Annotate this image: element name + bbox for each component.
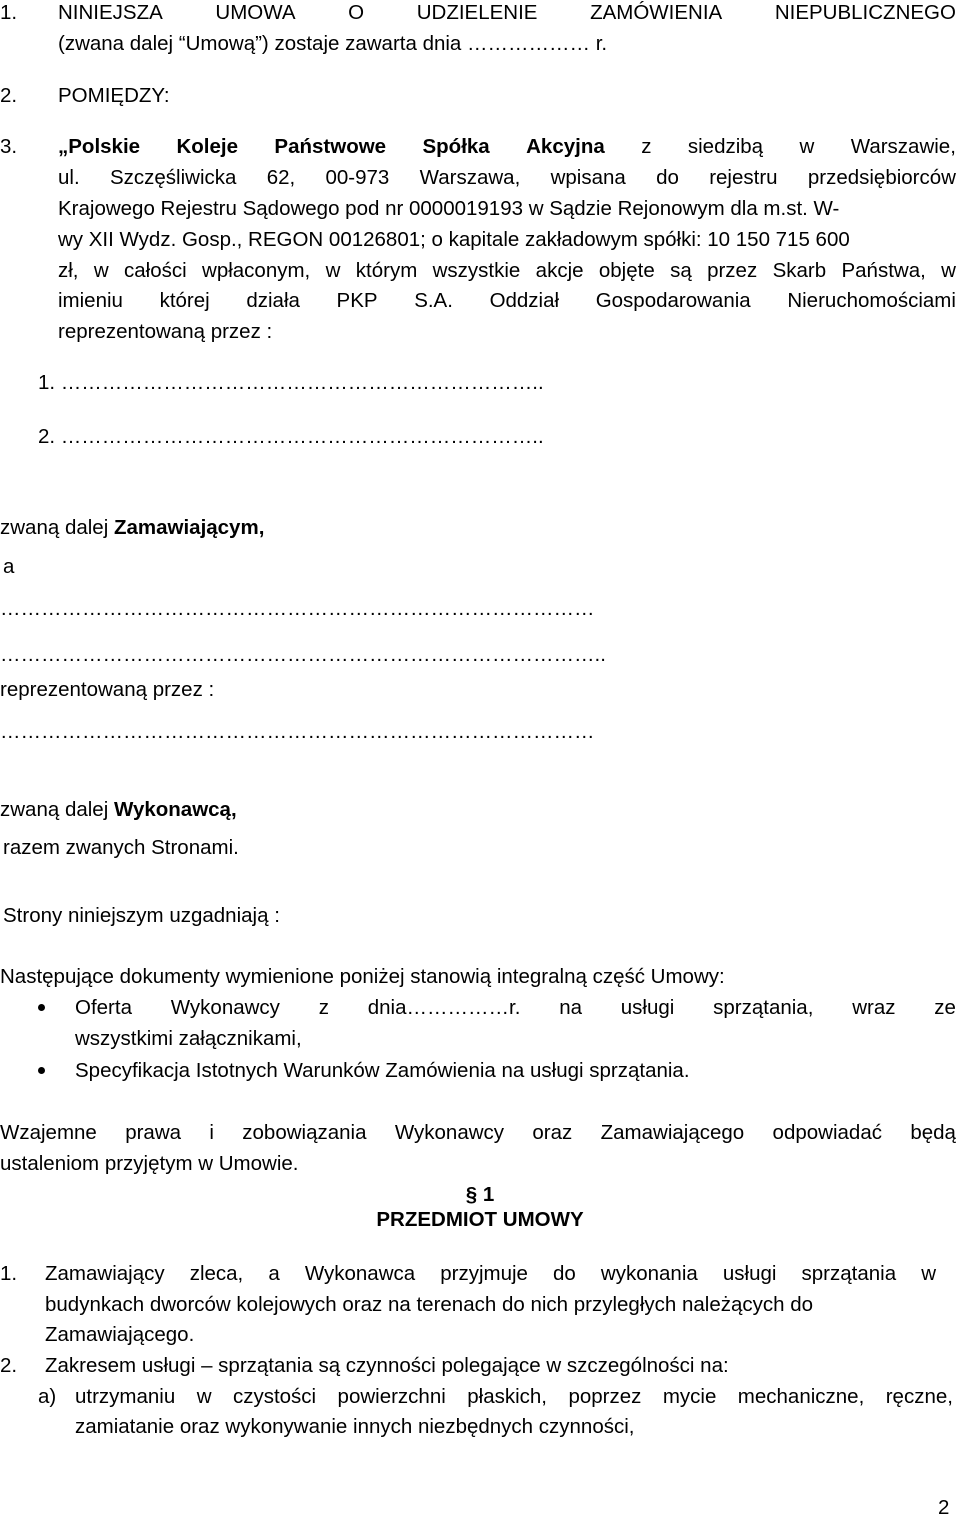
- word: w: [93, 259, 109, 282]
- item-3-line-1: [58, 132, 956, 162]
- word: całości: [124, 259, 187, 282]
- word: działa: [246, 289, 300, 312]
- word: O: [348, 1, 365, 24]
- word: S.A.: [414, 289, 453, 312]
- contractor-representative-label: reprezentowaną przez :: [0, 678, 215, 701]
- word: ze: [934, 996, 956, 1019]
- parties-agree-line: Strony niniejszym uzgadniają :: [3, 904, 280, 927]
- contractor-dots-line-3: ……………………………………………………………………………: [0, 720, 595, 743]
- word: Zamawiającego: [600, 1121, 745, 1144]
- word: imieniu: [58, 289, 123, 312]
- word: wpisana: [550, 166, 626, 189]
- wykonawca-prefix: zwaną dalej: [0, 798, 114, 821]
- word: Nieruchomościami: [787, 289, 956, 312]
- word: mycie: [662, 1385, 717, 1408]
- word: prawa: [125, 1121, 182, 1144]
- word: UMOWA: [215, 1, 296, 24]
- word: wszystkie: [432, 259, 521, 282]
- word: PKP: [336, 289, 378, 312]
- item-2-number: 2.: [0, 84, 18, 107]
- item-3-line-3: Krajowego Rejestru Sądowego pod nr 0000019193 w Sądzie Rejonowym dla m.st. W-: [58, 197, 840, 220]
- documents-intro: Następujące dokumenty wymienione poniżej stanowią integralną część Umowy:: [0, 965, 725, 988]
- word: Wykonawcy: [394, 1121, 505, 1144]
- word: zł,: [58, 259, 79, 282]
- paragraph-2-text: Zakresem usługi – sprzątania są czynności polegające w szczególności na:: [45, 1354, 729, 1377]
- contractor-dots-line-2: ……………………………………………………………………………..: [0, 643, 606, 666]
- word: w: [921, 1262, 936, 1285]
- word: objęte: [598, 259, 655, 282]
- word: ręczne,: [885, 1385, 953, 1408]
- mutual-rights-line-2: ustaleniom przyjętym w Umowie.: [0, 1152, 299, 1175]
- word: powierzchni: [337, 1385, 446, 1408]
- item-3-number: 3.: [0, 135, 18, 158]
- word: Zamawiający: [45, 1262, 165, 1285]
- word: wpłaconym,: [202, 259, 311, 282]
- point-a-line-1: [75, 1382, 953, 1412]
- word: płaskich,: [467, 1385, 547, 1408]
- word: zleca,: [189, 1262, 244, 1285]
- word: której: [159, 289, 210, 312]
- item-1-line-2: (zwana dalej “Umową”) zostaje zawarta dnia ……………… r.: [58, 32, 608, 55]
- company-name-word: „Polskie: [58, 135, 141, 158]
- company-seat-word: z: [641, 135, 652, 158]
- bullet-2-text: Specyfikacja Istotnych Warunków Zamówienia na usługi sprzątania.: [75, 1059, 690, 1082]
- contractor-dots-line-1: ……………………………………………………………………………: [0, 597, 595, 620]
- section-number: § 1: [465, 1183, 495, 1206]
- word: usługi: [722, 1262, 777, 1285]
- company-seat-word: Warszawie,: [850, 135, 956, 158]
- word: w: [196, 1385, 212, 1408]
- bullet-dot: [38, 1067, 45, 1074]
- word: ZAMÓWIENIA: [590, 1, 723, 24]
- representative-2-line: 2. ……………………………………………………………..: [38, 425, 544, 448]
- word: w: [325, 259, 341, 282]
- page-number: 2: [938, 1496, 950, 1519]
- word: Gospodarowania: [595, 289, 751, 312]
- bullet-1-line-1: [75, 993, 956, 1023]
- conjunction-a: a: [3, 555, 15, 578]
- zamawiajacy-term: Zamawiającym,: [113, 516, 265, 539]
- parties-line: razem zwanych Stronami.: [3, 836, 239, 859]
- word: czystości: [232, 1385, 317, 1408]
- word: są: [670, 259, 692, 282]
- word: Wykonawcy: [170, 996, 280, 1019]
- word: 62,: [266, 166, 296, 189]
- word: w: [941, 259, 956, 282]
- item-3-line-7: reprezentowaną przez :: [58, 320, 273, 343]
- word: będą: [910, 1121, 956, 1144]
- paragraph-1-line-2: budynkach dworców kolejowych oraz na terenach do nich przyległych należących do: [45, 1293, 814, 1316]
- item-2-text: POMIĘDZY:: [58, 84, 170, 107]
- company-name-word: Akcyjna: [526, 135, 605, 158]
- word: przez: [707, 259, 758, 282]
- word: a: [268, 1262, 280, 1285]
- word: zobowiązania: [242, 1121, 367, 1144]
- word: Warszawa,: [419, 166, 521, 189]
- word: poprzez: [568, 1385, 642, 1408]
- company-seat-word: siedzibą: [687, 135, 764, 158]
- mutual-rights-line-1: [0, 1118, 956, 1148]
- word: usługi: [620, 996, 675, 1019]
- word: do: [656, 166, 679, 189]
- representative-1-line: 1. ……………………………………………………………..: [38, 371, 544, 394]
- word: z: [318, 996, 329, 1019]
- bullet-dot: [38, 1004, 45, 1011]
- wykonawca-line: [0, 795, 237, 825]
- paragraph-1-line-3: Zamawiającego.: [45, 1323, 195, 1346]
- word: utrzymaniu: [75, 1385, 176, 1408]
- zamawiajacy-prefix: zwaną dalej: [0, 516, 114, 539]
- word: UDZIELENIE: [416, 1, 538, 24]
- company-seat-word: w: [799, 135, 815, 158]
- word: oraz: [532, 1121, 573, 1144]
- word: Oddział: [489, 289, 560, 312]
- item-3-line-2: [58, 163, 956, 193]
- company-name-word: Koleje: [176, 135, 238, 158]
- paragraph-1-number: 1.: [0, 1262, 18, 1285]
- word: sprzątania,: [713, 996, 814, 1019]
- word: do: [553, 1262, 576, 1285]
- word: Wzajemne: [0, 1121, 97, 1144]
- word: Oferta: [75, 996, 132, 1019]
- word: Skarb: [772, 259, 827, 282]
- word: i: [209, 1121, 214, 1144]
- word: rejestru: [709, 166, 778, 189]
- word: wykonania: [600, 1262, 698, 1285]
- company-name-word: Państwowe: [274, 135, 387, 158]
- word: którym: [355, 259, 418, 282]
- company-name-word: Spółka: [422, 135, 490, 158]
- item-3-line-5: [58, 256, 956, 286]
- paragraph-1-line-1: [45, 1259, 936, 1289]
- word: sprzątania: [801, 1262, 897, 1285]
- word: ul.: [58, 166, 80, 189]
- word: na: [559, 996, 582, 1019]
- word: Szczęśliwicka: [109, 166, 237, 189]
- word: przyjmuje: [440, 1262, 528, 1285]
- word: Państwa,: [841, 259, 926, 282]
- word: mechaniczne,: [737, 1385, 865, 1408]
- zamawiajacy-line: [0, 513, 264, 543]
- word: Wykonawca: [304, 1262, 416, 1285]
- point-a-label: a): [38, 1385, 57, 1408]
- section-title: PRZEDMIOT UMOWY: [376, 1208, 584, 1231]
- word: NIEPUBLICZNEGO: [774, 1, 956, 24]
- paragraph-2-number: 2.: [0, 1354, 18, 1377]
- item-1-number: 1.: [0, 1, 18, 24]
- item-3-line-6: [58, 286, 956, 316]
- word: akcje: [535, 259, 584, 282]
- word: NINIEJSZA: [58, 1, 163, 24]
- word: 00-973: [325, 166, 390, 189]
- word: odpowiadać: [772, 1121, 882, 1144]
- wykonawca-term: Wykonawcą,: [113, 798, 237, 821]
- bullet-1-line-2: wszystkimi załącznikami,: [75, 1027, 302, 1050]
- word: dnia……………r.: [367, 996, 521, 1019]
- word: wraz: [852, 996, 896, 1019]
- item-1-line-1: [58, 0, 956, 28]
- item-3-line-4: wy XII Wydz. Gosp., REGON 00126801; o kapitale zakładowym spółki: 10 150 715 600: [58, 228, 850, 251]
- word: przedsiębiorców: [807, 166, 956, 189]
- point-a-line-2: zamiatanie oraz wykonywanie innych niezbędnych czynności,: [75, 1415, 635, 1438]
